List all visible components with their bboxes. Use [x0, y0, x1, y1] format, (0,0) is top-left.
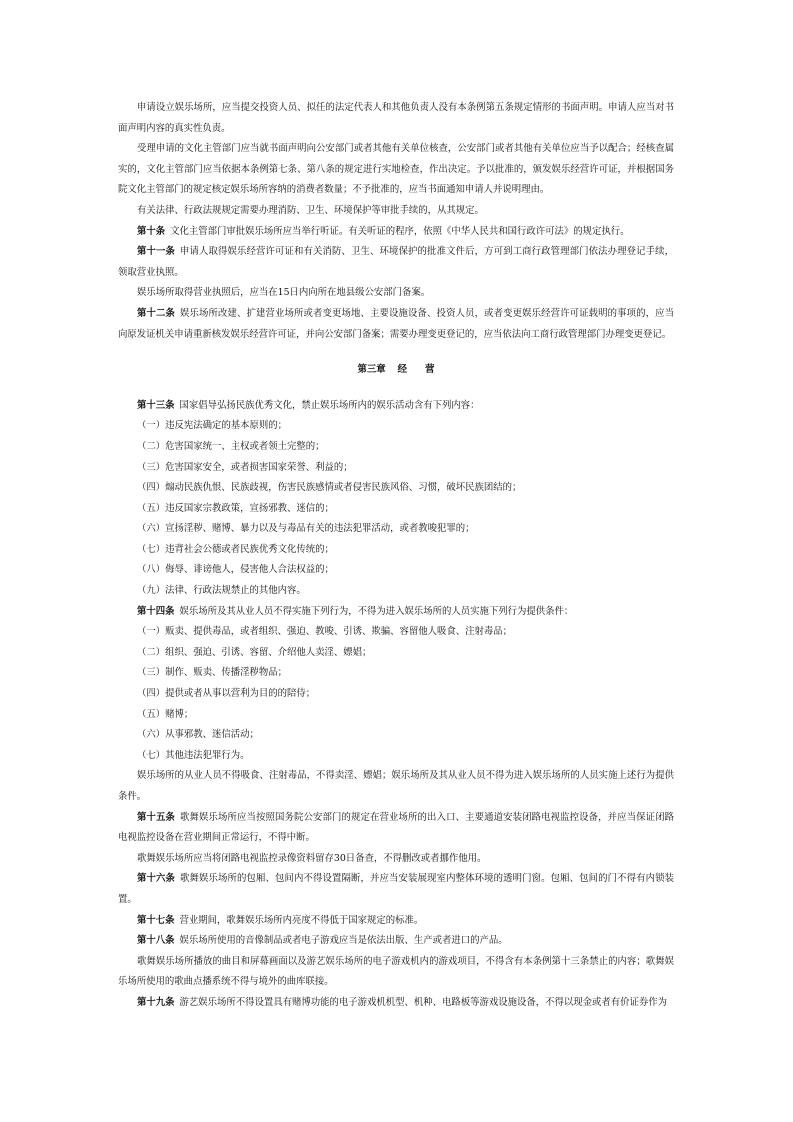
article-text: 娱乐场所改建、扩建营业场所或者变更场地、主要设施设备、投资人员，或者变更娱乐经营许可证载明的事项的，应当向原发证机关申请重新核发娱乐经营许可证，并向公安部门备案；需要办理变更登记的，应当依法向工商行政管理部门办理变更登记。: [118, 307, 674, 340]
article-text: 营业期间，歌舞娱乐场所内亮度不得低于国家规定的标准。: [179, 914, 424, 926]
article-paragraph: [118, 222, 674, 243]
article-text: 文化主管部门审批娱乐场所应当举行听证。有关听证的程序，依照《中华人民共和国行政许可法》的规定执行。: [170, 225, 630, 237]
article-number: 第十条: [137, 225, 166, 237]
body-paragraph: （八）侮辱、诽谤他人，侵害他人合法权益的；: [137, 564, 334, 576]
body-paragraph: （七）其他违法犯罪行为。: [137, 749, 250, 761]
body-paragraph: （二）组织、强迫、引诱、容留、介绍他人卖淫、嫖娼；: [137, 646, 372, 658]
body-paragraph: （六）从事邪教、迷信活动；: [137, 729, 259, 741]
article-paragraph: [118, 602, 674, 623]
article-number: 第十七条: [137, 914, 175, 926]
body-paragraph: （九）法律、行政法规禁止的其他内容。: [137, 585, 306, 597]
body-paragraph: （七）违背社会公德或者民族优秀文化传统的；: [137, 543, 334, 555]
body-paragraph: （六）宣扬淫秽、赌博、暴力以及与毒品有关的违法犯罪活动，或者教唆犯罪的；: [137, 523, 475, 535]
body-paragraph: 歌舞娱乐场所应当将闭路电视监控录像资料留存30日备查，不得删改或者挪作他用。: [137, 852, 487, 864]
chapter-heading-c2: 营: [425, 364, 435, 376]
body-paragraph: （一）贩卖、提供毒品，或者组织、强迫、教唆、引诱、欺骗、容留他人吸食、注射毒品；: [137, 626, 513, 638]
article-paragraph: [118, 993, 674, 1014]
article-paragraph: [118, 911, 674, 932]
article-text: 申请人取得娱乐经营许可证和有关消防、卫生、环境保护的批准文件后，方可到工商行政管理部门依法办理登记手续，领取营业执照。: [118, 246, 674, 278]
body-paragraph: （一）违反宪法确定的基本原则的；: [137, 420, 288, 432]
article-text: 歌舞娱乐场所应当按照国务院公安部门的规定在营业场所的出入口、主要通道安装闭路电视监控设备，并应当保证闭路电视监控设备在营业期间正常运行，不得中断。: [118, 811, 674, 844]
article-number: 第十三条: [137, 399, 175, 411]
article-paragraph: [118, 808, 674, 849]
chapter-heading: [118, 345, 674, 396]
article-text: 娱乐场所使用的音像制品或者电子游戏应当是依法出版、生产或者进口的产品。: [179, 935, 508, 947]
article-paragraph: [118, 931, 674, 952]
chapter-heading-num: 第三章: [357, 364, 386, 376]
article-text: 歌舞娱乐场所的包厢、包间内不得设置隔断，并应当安装展现室内整体环境的透明门窗。包厢、包间的门不得有内锁装置。: [118, 873, 674, 905]
document-body: [118, 98, 674, 1014]
body-paragraph: （三）危害国家安全，或者损害国家荣誉、利益的；: [137, 461, 353, 473]
article-number: 第十五条: [137, 811, 176, 823]
article-paragraph: [118, 869, 674, 910]
article-paragraph: [118, 396, 674, 417]
body-paragraph: （四）提供或者从事以营利为目的的陪侍；: [137, 688, 316, 700]
body-paragraph: （五）违反国家宗教政策，宣扬邪教、迷信的；: [137, 502, 334, 514]
article-number: 第十一条: [137, 246, 176, 258]
article-number: 第十二条: [137, 307, 176, 319]
article-text: 游艺娱乐场所不得设置具有赌博功能的电子游戏机机型、机种、电路板等游戏设施设备，不得以现金或者有价证券作为: [179, 996, 668, 1008]
article-number: 第十四条: [137, 605, 175, 617]
article-number: 第十九条: [137, 996, 175, 1008]
body-paragraph: （五）赌博；: [137, 708, 194, 720]
article-text: 国家倡导弘扬民族优秀文化，禁止娱乐场所内的娱乐活动含有下列内容：: [179, 399, 480, 411]
chapter-heading-c1: 经: [397, 364, 408, 376]
body-paragraph: 娱乐场所的从业人员不得吸食、注射毒品，不得卖淫、嫖娼；娱乐场所及其从业人员不得为进入娱乐场所的人员实施上述行为提供条件。: [118, 770, 674, 802]
article-paragraph: [118, 304, 674, 345]
article-paragraph: [118, 242, 674, 283]
body-paragraph: 歌舞娱乐场所播放的曲目和屏幕画面以及游艺娱乐场所的电子游戏机内的游戏项目，不得含有本条例第十三条禁止的内容；歌舞娱乐场所使用的歌曲点播系统不得与境外的曲库联接。: [118, 955, 674, 988]
article-number: 第十八条: [137, 935, 175, 947]
body-paragraph: （三）制作、贩卖、传播淫秽物品；: [137, 667, 288, 679]
body-paragraph: （二）危害国家统一、主权或者领土完整的；: [137, 440, 325, 452]
body-paragraph: 申请设立娱乐场所，应当提交投资人员、拟任的法定代表人和其他负责人没有本条例第五条规定情形的书面声明。申请人应当对书面声明内容的真实性负责。: [118, 102, 674, 134]
body-paragraph: （四）煽动民族仇恨、民族歧视，伤害民族感情或者侵害民族风俗、习惯，破坏民族团结的；: [137, 482, 522, 494]
body-paragraph: 有关法律、行政法规规定需要办理消防、卫生、环境保护等审批手续的，从其规定。: [137, 204, 484, 216]
body-paragraph: 娱乐场所取得营业执照后，应当在15日内向所在地县级公安部门备案。: [137, 287, 431, 299]
body-paragraph: 受理申请的文化主管部门应当就书面声明向公安部门或者其他有关单位核查，公安部门或者其他有关单位应当予以配合；经核查属实的，文化主管部门应当依据本条例第七条、第八条的规定进行实地检查，作出决定。予以批准的，颁发娱乐经营许可证，并根据国务院文化主管部门的规定核定娱乐场所容纳的消费者数量；不予批准的，应当书面通知申请人并说明理由。: [118, 143, 674, 196]
article-number: 第十六条: [137, 873, 176, 885]
article-text: 娱乐场所及其从业人员不得实施下列行为，不得为进入娱乐场所的人员实施下列行为提供条件：: [179, 605, 574, 617]
